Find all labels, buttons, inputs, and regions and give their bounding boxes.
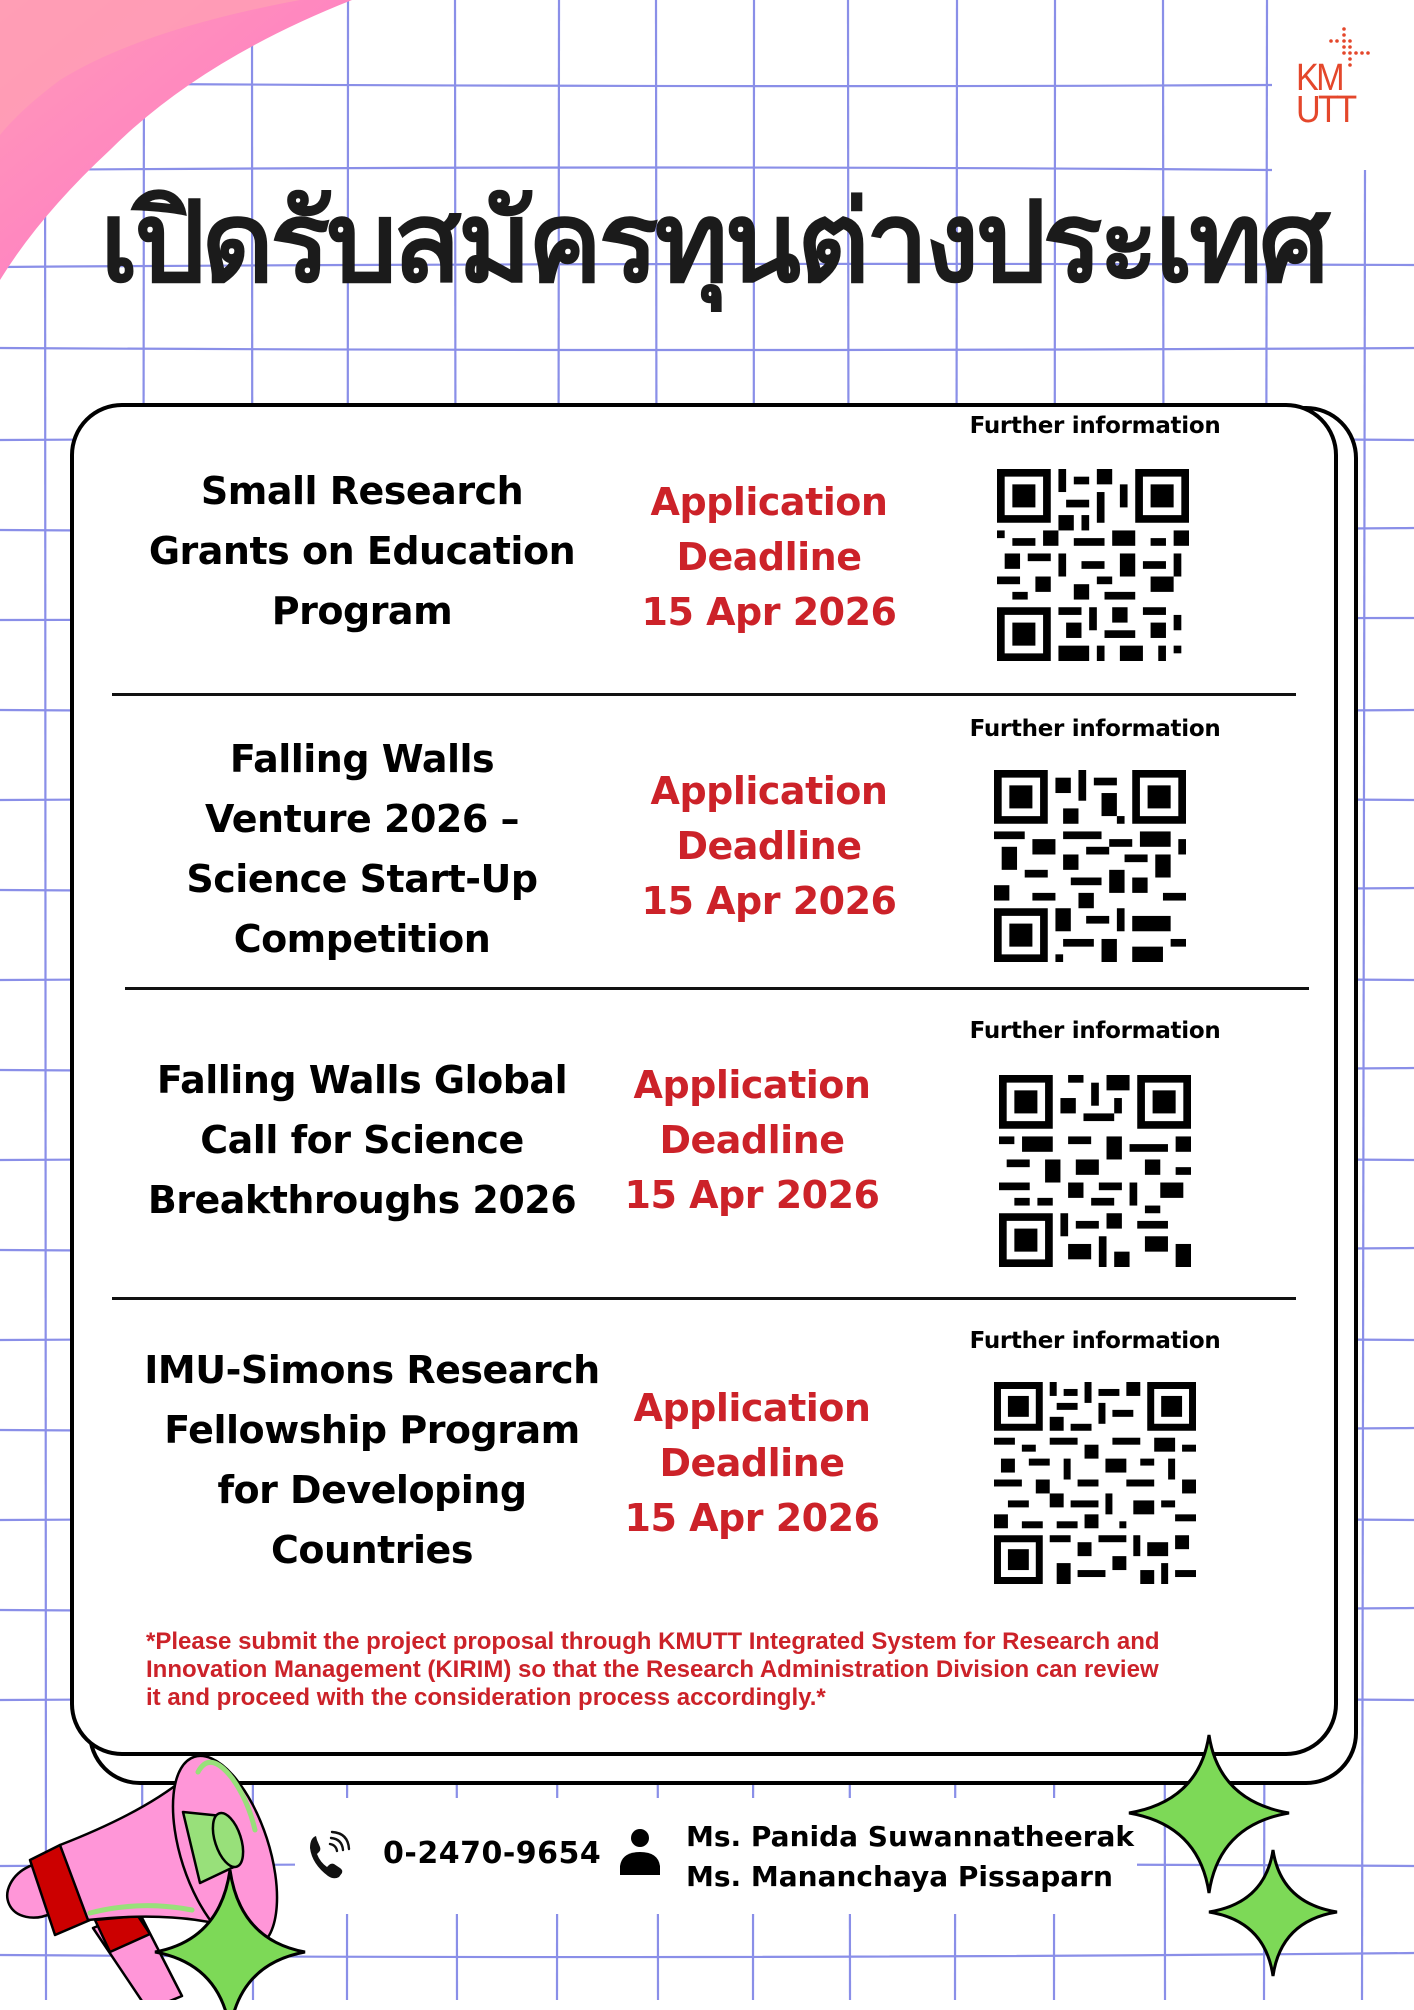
person-icon (618, 1828, 662, 1876)
application-deadline: Application Deadline 15 Apr 2026 (641, 769, 897, 923)
further-information-label: Further information (969, 413, 1221, 439)
program-title: Falling Walls Global Call for Science Breakthroughs 2026 (147, 1058, 577, 1222)
further-information-label: Further information (969, 716, 1221, 742)
further-information-label: Further information (969, 1018, 1221, 1044)
application-deadline: Application Deadline 15 Apr 2026 (624, 1386, 880, 1540)
row-divider (125, 987, 1309, 990)
logo-text-utt: UTT (1296, 89, 1355, 131)
qr-code-icon[interactable] (999, 1073, 1191, 1269)
program-title: IMU-Simons Research Fellowship Program for Developing Countries (144, 1348, 600, 1572)
further-information-label: Further information (969, 1328, 1221, 1354)
row-divider (112, 1297, 1296, 1300)
sparkle-star-icon (140, 1870, 320, 2010)
program-title: Falling Walls Venture 2026 – Science Start-Up Competition (186, 737, 538, 961)
qr-code-icon[interactable] (994, 768, 1186, 964)
program-title: Small Research Grants on Education Program (148, 469, 576, 633)
phone-number[interactable]: 0-2470-9654 (383, 1836, 602, 1871)
application-deadline: Application Deadline 15 Apr 2026 (624, 1063, 880, 1217)
contact-names: Ms. Panida Suwannatheerak Ms. Mananchaya Pissaparn (686, 1820, 1135, 1893)
logo-text-km: KM (1296, 57, 1342, 99)
qr-code-icon[interactable] (997, 469, 1189, 661)
row-divider (112, 693, 1296, 696)
page-title: เปิดรับสมัครทุนต่างประเทศ (100, 178, 1326, 308)
qr-code-icon[interactable] (994, 1382, 1196, 1584)
application-deadline: Application Deadline 15 Apr 2026 (641, 480, 897, 634)
submission-note: *Please submit the project proposal through KMUTT Integrated System for Research and Innovation Management (KIRIM) so that the Research Administration Division can review it and proceed with the consideration process accordingly.* (146, 1628, 1160, 1711)
sparkle-star-icon (1205, 1848, 1341, 1978)
kmutt-logo (1292, 24, 1392, 134)
